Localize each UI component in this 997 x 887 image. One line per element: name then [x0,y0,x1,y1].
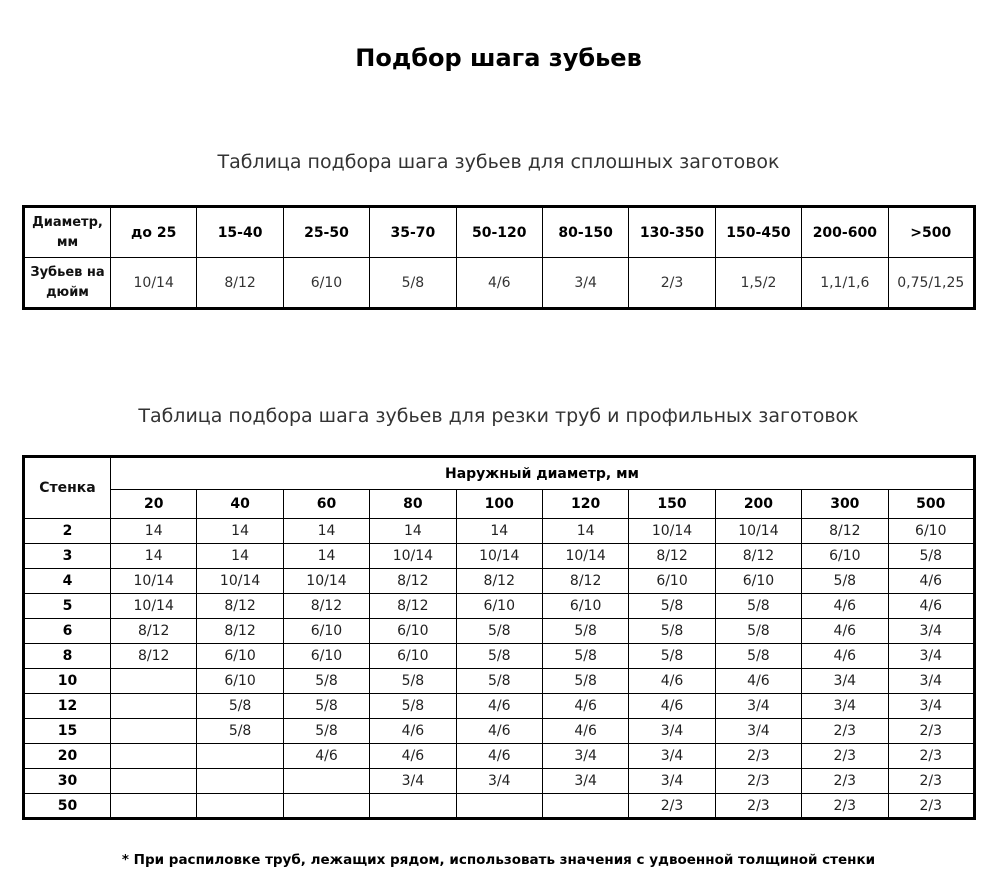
teeth-cell [111,719,197,744]
teeth-cell: 3/4 [542,769,628,794]
teeth-cell: 0,75/1,25 [888,258,974,309]
solid-stock-table [22,205,976,310]
diameter-column-header: 500 [888,490,974,519]
teeth-cell: 2/3 [715,744,801,769]
teeth-cell: 3/4 [888,694,974,719]
page-title: Подбор шага зубьев [355,44,642,72]
teeth-cell [111,744,197,769]
teeth-cell: 3/4 [629,744,715,769]
teeth-cell: 6/10 [629,569,715,594]
teeth-cell: 4/6 [802,594,888,619]
teeth-cell: 14 [370,519,456,544]
outer-diameter-header: Наружный диаметр, мм [111,457,975,490]
teeth-cell [370,794,456,819]
diameter-column-header: 40 [197,490,283,519]
diameter-cell: до 25 [111,207,197,258]
teeth-cell: 14 [197,519,283,544]
table-row [24,769,975,794]
teeth-cell: 3/4 [542,258,628,309]
diameter-column-header: 200 [715,490,801,519]
teeth-cell: 4/6 [456,744,542,769]
teeth-cell: 14 [197,544,283,569]
teeth-row [24,258,975,309]
diameter-row-label: Диаметр, мм [24,207,111,258]
wall-thickness-cell: 50 [24,794,111,819]
teeth-cell [283,794,369,819]
teeth-cell: 4/6 [370,719,456,744]
diameter-row [24,207,975,258]
teeth-cell: 1,1/1,6 [802,258,888,309]
teeth-cell: 4/6 [456,719,542,744]
table-row [24,544,975,569]
teeth-cell: 6/10 [715,569,801,594]
teeth-cell: 2/3 [802,744,888,769]
tube-table-body [24,519,975,819]
teeth-cell: 5/8 [283,719,369,744]
teeth-cell: 5/8 [370,694,456,719]
teeth-cell: 10/14 [370,544,456,569]
table-row [24,644,975,669]
teeth-cell: 8/12 [197,594,283,619]
teeth-cell: 10/14 [111,594,197,619]
teeth-cell: 4/6 [888,594,974,619]
teeth-cell: 4/6 [888,569,974,594]
teeth-cell: 2/3 [802,769,888,794]
diameter-cell: 80-150 [542,207,628,258]
teeth-cell: 3/4 [715,719,801,744]
teeth-cell: 8/12 [370,569,456,594]
teeth-cell [111,669,197,694]
teeth-cell: 8/12 [629,544,715,569]
wall-thickness-cell: 2 [24,519,111,544]
teeth-cell: 5/8 [629,644,715,669]
teeth-cell: 5/8 [542,669,628,694]
diameter-column-header: 80 [370,490,456,519]
teeth-cell: 2/3 [715,769,801,794]
table-row [24,719,975,744]
teeth-cell: 6/10 [456,594,542,619]
teeth-cell: 6/10 [542,594,628,619]
teeth-cell: 4/6 [370,744,456,769]
diameter-cell: 15-40 [197,207,283,258]
teeth-cell: 4/6 [715,669,801,694]
diameter-column-header: 120 [542,490,628,519]
teeth-cell: 8/12 [370,594,456,619]
teeth-cell: 4/6 [542,719,628,744]
teeth-cell: 14 [542,519,628,544]
teeth-cell: 3/4 [802,694,888,719]
teeth-cell [111,794,197,819]
teeth-cell: 6/10 [197,644,283,669]
teeth-cell: 4/6 [456,694,542,719]
teeth-cell: 5/8 [542,619,628,644]
diameter-column-header: 60 [283,490,369,519]
teeth-cell: 10/14 [283,569,369,594]
teeth-cell: 5/8 [542,644,628,669]
teeth-cell [456,794,542,819]
teeth-cell [197,744,283,769]
teeth-cell: 10/14 [456,544,542,569]
teeth-cell [111,694,197,719]
teeth-cell: 4/6 [456,258,542,309]
wall-thickness-cell: 30 [24,769,111,794]
teeth-cell: 6/10 [283,619,369,644]
wall-column-header: Стенка [24,457,111,519]
teeth-cell: 10/14 [197,569,283,594]
diameter-cell: 200-600 [802,207,888,258]
diameter-cell: 35-70 [370,207,456,258]
teeth-cell: 1,5/2 [715,258,801,309]
teeth-cell [542,794,628,819]
wall-thickness-cell: 10 [24,669,111,694]
teeth-cell: 3/4 [888,644,974,669]
teeth-cell: 5/8 [197,694,283,719]
teeth-cell: 5/8 [715,619,801,644]
teeth-cell: 5/8 [715,644,801,669]
teeth-cell: 6/10 [197,669,283,694]
teeth-cell: 5/8 [456,669,542,694]
teeth-cell: 5/8 [456,644,542,669]
table-row [24,569,975,594]
tube-profile-table [22,455,976,820]
teeth-cell: 5/8 [370,258,456,309]
wall-thickness-cell: 8 [24,644,111,669]
teeth-cell: 5/8 [370,669,456,694]
teeth-cell: 5/8 [283,669,369,694]
teeth-cell: 8/12 [542,569,628,594]
diameter-column-header: 300 [802,490,888,519]
teeth-cell: 3/4 [629,769,715,794]
teeth-cell: 5/8 [715,594,801,619]
diameter-cell: 25-50 [283,207,369,258]
teeth-cell: 3/4 [629,719,715,744]
teeth-cell: 4/6 [802,619,888,644]
teeth-cell: 6/10 [802,544,888,569]
teeth-cell: 5/8 [888,544,974,569]
diameter-cell: 50-120 [456,207,542,258]
teeth-cell: 5/8 [283,694,369,719]
teeth-cell: 3/4 [370,769,456,794]
teeth-cell: 5/8 [802,569,888,594]
teeth-cell: 6/10 [283,258,369,309]
teeth-cell: 3/4 [888,669,974,694]
teeth-cell: 14 [111,519,197,544]
teeth-cell: 5/8 [629,619,715,644]
teeth-cell: 2/3 [888,719,974,744]
teeth-cell: 8/12 [283,594,369,619]
teeth-cell: 4/6 [629,669,715,694]
diameter-header-row [24,490,975,519]
teeth-cell: 3/4 [715,694,801,719]
diameter-cell: 150-450 [715,207,801,258]
teeth-cell: 2/3 [715,794,801,819]
teeth-cell: 2/3 [802,794,888,819]
diameter-cell: 130-350 [629,207,715,258]
footnote: * При распиловке труб, лежащих рядом, использовать значения с удвоенной толщиной стенки [121,852,876,868]
table-row [24,619,975,644]
teeth-cell: 2/3 [888,744,974,769]
teeth-cell: 4/6 [802,644,888,669]
diameter-column-header: 20 [111,490,197,519]
teeth-cell: 2/3 [629,258,715,309]
wall-thickness-cell: 5 [24,594,111,619]
table-row [24,519,975,544]
teeth-cell: 2/3 [888,769,974,794]
wall-thickness-cell: 20 [24,744,111,769]
outer-diameter-header-row [24,457,975,490]
teeth-cell [111,769,197,794]
wall-thickness-cell: 6 [24,619,111,644]
teeth-cell: 3/4 [542,744,628,769]
tube-table-caption: Таблица подбора шага зубьев для резки труб и профильных заготовок [138,405,859,427]
teeth-cell: 8/12 [111,644,197,669]
teeth-cell: 10/14 [111,258,197,309]
teeth-cell: 6/10 [888,519,974,544]
diameter-cell: >500 [888,207,974,258]
teeth-cell: 4/6 [283,744,369,769]
teeth-cell: 8/12 [111,619,197,644]
teeth-cell: 2/3 [802,719,888,744]
table-row [24,744,975,769]
teeth-cell: 8/12 [715,544,801,569]
teeth-cell: 2/3 [888,794,974,819]
teeth-cell: 10/14 [111,569,197,594]
teeth-cell: 5/8 [629,594,715,619]
teeth-cell: 8/12 [197,258,283,309]
teeth-cell: 6/10 [370,644,456,669]
teeth-cell: 10/14 [715,519,801,544]
table-row [24,694,975,719]
teeth-cell: 14 [111,544,197,569]
teeth-cell: 14 [283,519,369,544]
wall-thickness-cell: 12 [24,694,111,719]
teeth-cell: 3/4 [802,669,888,694]
teeth-cell: 14 [283,544,369,569]
teeth-cell: 4/6 [629,694,715,719]
solid-table-caption: Таблица подбора шага зубьев для сплошных заготовок [217,151,780,173]
wall-thickness-cell: 15 [24,719,111,744]
teeth-row-label: Зубьев на дюйм [24,258,111,309]
teeth-cell: 3/4 [888,619,974,644]
diameter-column-header: 100 [456,490,542,519]
table-row [24,669,975,694]
teeth-cell: 8/12 [456,569,542,594]
teeth-cell: 10/14 [542,544,628,569]
teeth-cell: 5/8 [197,719,283,744]
teeth-cell [197,794,283,819]
teeth-cell [283,769,369,794]
wall-thickness-cell: 4 [24,569,111,594]
teeth-cell: 6/10 [370,619,456,644]
teeth-cell: 3/4 [456,769,542,794]
teeth-cell: 6/10 [283,644,369,669]
teeth-cell: 5/8 [456,619,542,644]
teeth-cell: 2/3 [629,794,715,819]
diameter-column-header: 150 [629,490,715,519]
table-row [24,794,975,819]
teeth-cell: 10/14 [629,519,715,544]
teeth-cell: 8/12 [802,519,888,544]
teeth-cell: 4/6 [542,694,628,719]
wall-thickness-cell: 3 [24,544,111,569]
teeth-cell: 14 [456,519,542,544]
teeth-cell [197,769,283,794]
teeth-cell: 8/12 [197,619,283,644]
table-row [24,594,975,619]
